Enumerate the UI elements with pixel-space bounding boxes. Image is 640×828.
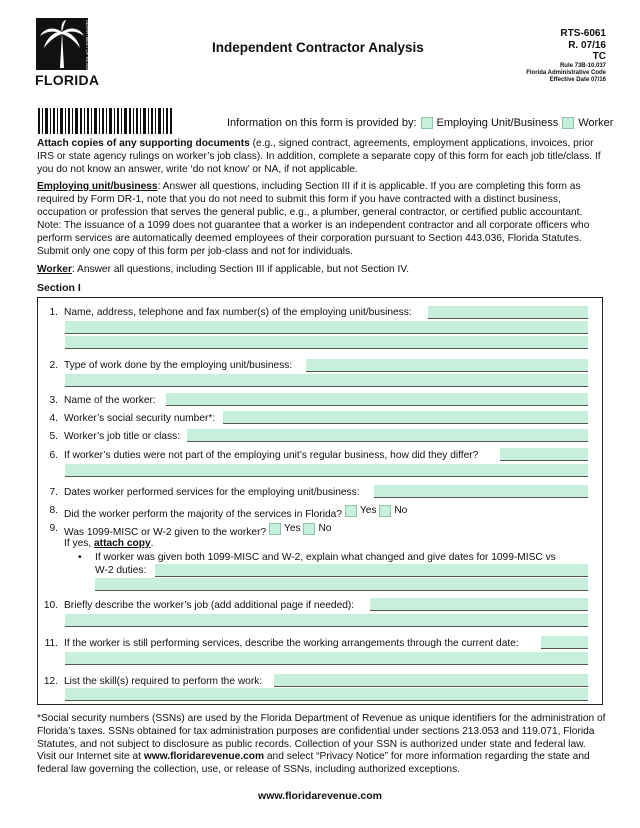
q9-yes-checkbox[interactable] xyxy=(269,523,281,535)
q4-text: Worker’s social security number*: xyxy=(64,413,216,424)
q12-text: List the skill(s) required to perform the work: xyxy=(64,676,263,687)
q2-text: Type of work done by the employing unit/business: xyxy=(64,360,293,371)
q6-field-1[interactable] xyxy=(500,448,588,461)
q4-number: 4. xyxy=(49,413,58,424)
q7-text: Dates worker performed services for the employing unit/business: xyxy=(64,487,360,498)
q6-text: If worker’s duties were not part of the employing unit’s regular business, how did they differ? xyxy=(64,450,479,461)
barcode xyxy=(38,108,172,134)
q8-yes-checkbox[interactable] xyxy=(345,505,357,517)
q1-text: Name, address, telephone and fax number(s) of the employing unit/business: xyxy=(64,307,412,318)
q9-text: Was 1099-MISC or W-2 given to the worker? Yes No xyxy=(64,523,332,538)
q2-number: 2. xyxy=(49,360,58,371)
employing-unit-option-label: Employing Unit/Business xyxy=(436,117,559,129)
q9-no-checkbox[interactable] xyxy=(303,523,315,535)
page-title: Independent Contractor Analysis xyxy=(212,40,424,55)
rule-info: Rule 73B-10.037 Florida Administrative Code Effective Date 07/16 xyxy=(526,63,606,83)
q3-text: Name of the worker: xyxy=(64,395,156,406)
provided-by-row xyxy=(227,117,613,129)
q10-number: 10. xyxy=(43,600,58,611)
q1-field-1[interactable] xyxy=(428,306,588,319)
q6-field-2[interactable] xyxy=(65,464,588,477)
q8-number: 8. xyxy=(49,505,58,516)
q12-field-1[interactable] xyxy=(274,674,588,687)
section-title: Section I xyxy=(37,282,81,294)
provided-by-label: Information on this form is provided by: xyxy=(227,117,417,129)
q10-field-2[interactable] xyxy=(65,614,588,627)
employing-unit-checkbox[interactable] xyxy=(421,117,433,129)
q3-field[interactable] xyxy=(166,393,588,406)
attach-instructions: Attach copies of any supporting documents (e.g., signed contract, agreements, employment applications, invoices, prior IRS or state agency rulings on worker’s job class). In addition, complete a separate copy of this form for each job title/class. If you do not know an answer, write ‘do not know’ or NA, if not applicable. xyxy=(37,138,601,175)
q11-text: If the worker is still performing services, describe the working arrangements through the current date: xyxy=(64,638,519,649)
q5-field[interactable] xyxy=(187,429,588,442)
q1-field-3[interactable] xyxy=(65,336,588,349)
q6-number: 6. xyxy=(49,450,58,461)
q7-field[interactable] xyxy=(374,485,588,498)
section-1-box xyxy=(37,297,603,705)
florida-wordmark: FLORIDA xyxy=(35,72,100,88)
q11-field-1[interactable] xyxy=(541,636,588,649)
q9-field-2[interactable] xyxy=(95,578,588,591)
q7-number: 7. xyxy=(49,487,58,498)
worker-checkbox[interactable] xyxy=(562,117,574,129)
q5-text: Worker’s job title or class: xyxy=(64,431,181,442)
employing-unit-instructions: Employing unit/business: Answer all questions, including Section III if it is applicable. If you are completing this form as required by Form DR-1, note that you do not need to submit this form if you have contracted with a distinct business, occupation or profession that serves the general public, e.g., a plumber, general contractor, or certified public accountant. Note: The issuance of a 1099 does not guarantee that a worker is an independent contractor and all corporate officers who perform services are automatically deemed employees of their corporation pursuant to Section 443.036, Florida Statutes. Submit only one copy of this form per job-class and not for individuals. xyxy=(37,181,590,257)
worker-instructions: Worker: Answer all questions, including Section III if applicable, but not Section IV. xyxy=(37,264,410,275)
logo-vertical-text: DEPARTMENT OF REVENUE xyxy=(85,20,90,77)
footer-url[interactable]: www.floridarevenue.com xyxy=(258,790,382,802)
q12-number: 12. xyxy=(43,676,58,687)
q12-field-2[interactable] xyxy=(65,688,588,701)
q9-bullet-line2: W-2 duties: xyxy=(95,565,147,576)
q10-text: Briefly describe the worker’s job (add additional page if needed): xyxy=(64,600,355,611)
q9-bullet-line1: If worker was given both 1099-MISC and W-2, explain what changed and give dates for 1099-MISC vs xyxy=(95,552,556,563)
q9-if-yes: If yes, attach copy. xyxy=(64,538,154,549)
q10-field-1[interactable] xyxy=(370,598,588,611)
q4-field[interactable] xyxy=(223,411,588,424)
q5-number: 5. xyxy=(49,431,58,442)
ssn-privacy-note: *Social security numbers (SSNs) are used by the Florida Department of Revenue as unique identifiers for the administration of Florida’s taxes. SSNs obtained for tax administration purposes are confidential under sections 213.053 and 119.071, Florida Statutes, and not subject to disclosure as public records. Collection of your SSN is authorized under state and federal law. Visit our Internet site at www.floridarevenue.com and select “Privacy Notice” for more information regarding the state and federal law governing the collection, use, or release of SSNs, including authorized exceptions. xyxy=(37,713,606,776)
q1-field-2[interactable] xyxy=(65,321,588,334)
q11-field-2[interactable] xyxy=(65,652,588,665)
q11-number: 11. xyxy=(44,638,58,649)
q2-field-1[interactable] xyxy=(306,359,588,372)
q1-number: 1. xyxy=(49,307,58,318)
form-id: RTS-6061 R. 07/16 TC xyxy=(560,28,606,62)
q2-field-2[interactable] xyxy=(65,374,588,387)
worker-option-label: Worker xyxy=(578,117,614,129)
q8-text: Did the worker perform the majority of the services in Florida? Yes No xyxy=(64,505,408,520)
bullet-icon: • xyxy=(78,552,82,563)
q3-number: 3. xyxy=(49,395,58,406)
q8-no-checkbox[interactable] xyxy=(379,505,391,517)
q9-number: 9. xyxy=(49,523,58,534)
q9-field-1[interactable] xyxy=(155,564,588,577)
